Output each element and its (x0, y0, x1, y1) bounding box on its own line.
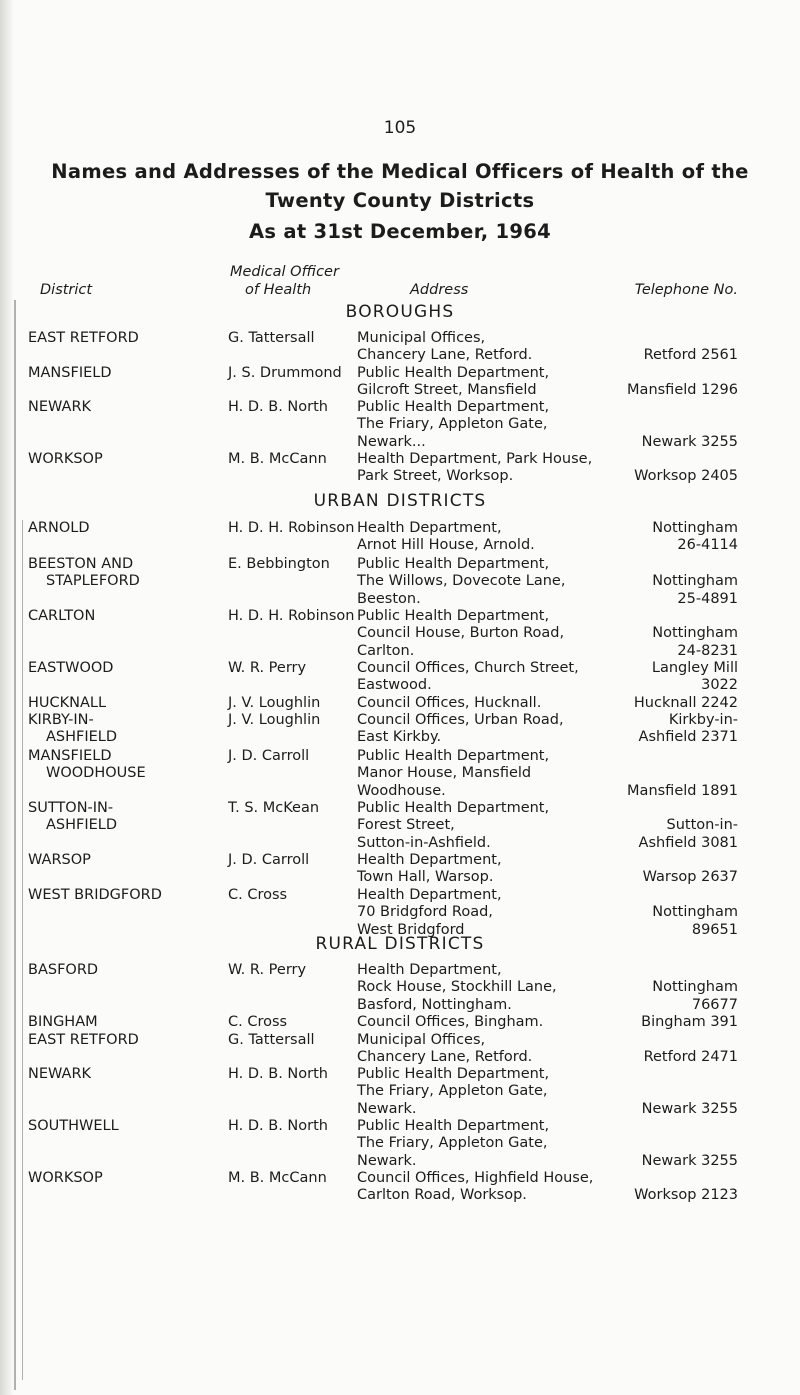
officer-cell (228, 887, 287, 904)
district-cell-line: STAPLEFORD (46, 573, 140, 590)
address-cell-line: Public Health Department, (357, 399, 550, 415)
officer-cell-line: G. Tattersall (228, 330, 315, 346)
address-cell-line: The Willows, Dovecote Lane, (357, 573, 566, 590)
district-cell-line: ARNOLD (28, 520, 90, 536)
district-cell (28, 962, 98, 979)
address-cell (357, 1066, 549, 1118)
address-cell (357, 852, 502, 887)
telephone-cell-line: Nottingham (652, 520, 738, 536)
page-edge-line (14, 300, 16, 1390)
telephone-cell-line: Mansfield 1891 (627, 782, 738, 799)
district-cell-line: BASFORD (28, 962, 99, 978)
telephone-cell (634, 451, 738, 486)
telephone-cell (643, 852, 738, 887)
medical-officer-column-header: Medical Officer (230, 264, 339, 280)
telephone-cell-line: 24-8231 (677, 642, 738, 659)
telephone-cell-line (642, 416, 738, 433)
address-cell-line: East Kirkby. (357, 729, 442, 746)
telephone-cell-line: Nottingham (652, 904, 738, 921)
address-cell-line: Sutton-in-Ashfield. (357, 834, 491, 851)
district-cell (28, 365, 112, 382)
telephone-cell-line (652, 887, 738, 904)
officer-cell (228, 852, 309, 869)
telephone-cell-line: Sutton-in- (666, 817, 738, 834)
district-cell-line: WORKSOP (28, 451, 103, 467)
address-cell-line: Health Department, (357, 520, 502, 536)
telephone-cell-line: Langley Mill (651, 660, 738, 676)
telephone-cell-line (642, 1083, 738, 1100)
telephone-cell-line (644, 1032, 738, 1049)
telephone-cell (642, 1118, 738, 1170)
address-cell-line: Newark... (357, 433, 426, 450)
telephone-cell-line: Retford 2561 (643, 347, 738, 364)
page-title-line-1: Names and Addresses of the Medical Officers of Health of the (51, 160, 749, 183)
address-cell-line: Forest Street, (357, 817, 455, 834)
telephone-cell (627, 748, 738, 800)
address-cell (357, 330, 532, 365)
address-cell (357, 660, 579, 695)
district-cell (28, 748, 146, 783)
page-title-line-3: As at 31st December, 1964 (248, 220, 552, 243)
officer-cell (228, 748, 309, 765)
telephone-cell-line: Kirkby-in- (668, 712, 738, 728)
district-cell-line: WARSOP (28, 852, 91, 868)
address-cell-line: The Friary, Appleton Gate, (357, 1135, 548, 1152)
district-cell (28, 852, 91, 869)
address-cell (357, 1170, 593, 1205)
officer-cell (228, 800, 319, 817)
telephone-cell-line (644, 330, 738, 347)
district-cell (28, 1066, 91, 1083)
officer-cell-line: G. Tattersall (228, 1032, 315, 1048)
address-cell-line: Beeston. (357, 590, 421, 607)
telephone-cell-line (634, 451, 738, 468)
officer-cell-line: J. V. Loughlin (228, 712, 321, 728)
telephone-cell-line (652, 962, 738, 979)
officer-cell-line: H. D. H. Robinson (228, 520, 355, 536)
telephone-cell-line: Ashfield 3081 (638, 834, 738, 851)
officer-cell-line: J. D. Carroll (228, 748, 310, 764)
page-title-line-2: Twenty County Districts (265, 189, 535, 212)
telephone-cell-line (642, 1135, 738, 1152)
district-cell-line: WEST BRIDGFORD (28, 887, 162, 903)
telephone-cell-line: 25-4891 (677, 590, 738, 607)
address-cell-line: Public Health Department, (357, 748, 550, 764)
address-cell-line: Chancery Lane, Retford. (357, 1049, 533, 1066)
medical-officer-column-header-line-2: of Health (245, 282, 312, 298)
address-cell-line: Public Health Department, (357, 556, 550, 572)
officer-cell-line: E. Bebbington (228, 556, 330, 572)
address-cell-line: Municipal Offices, (357, 1032, 486, 1048)
officer-cell (228, 1032, 315, 1049)
district-cell-line: MANSFIELD (28, 748, 112, 764)
district-cell-line: WORKSOP (28, 1170, 103, 1186)
telephone-cell (652, 887, 738, 939)
address-cell-line: Health Department, (357, 962, 502, 978)
address-cell (357, 365, 549, 400)
district-cell (28, 1014, 98, 1031)
officer-cell (228, 695, 320, 712)
telephone-cell-line (627, 365, 738, 382)
address-cell-line: 70 Bridgford Road, (357, 904, 493, 921)
district-cell (28, 556, 140, 591)
telephone-cell (644, 330, 738, 365)
district-cell (28, 608, 95, 625)
address-cell (357, 962, 557, 1014)
telephone-cell-line (652, 608, 738, 625)
address-cell (357, 399, 549, 451)
telephone-cell (634, 695, 738, 712)
telephone-cell-line (634, 1170, 738, 1187)
address-cell-line: Arnot Hill House, Arnold. (357, 537, 535, 554)
address-cell-line: Municipal Offices, (357, 330, 486, 346)
telephone-cell-line (642, 1066, 738, 1083)
address-cell-line: Carlton Road, Worksop. (357, 1187, 527, 1204)
officer-cell-line: H. D. B. North (228, 399, 328, 415)
officer-cell-line: W. R. Perry (228, 962, 307, 978)
section-heading-boroughs: BOROUGHS (345, 302, 455, 322)
address-cell (357, 608, 564, 660)
address-cell-line: Public Health Department, (357, 800, 550, 816)
district-cell-line: SOUTHWELL (28, 1118, 119, 1134)
telephone-cell-line (642, 1118, 738, 1135)
officer-cell (228, 451, 327, 468)
address-cell-line: Council Offices, Hucknall. (357, 695, 542, 711)
telephone-cell-line: 76677 (691, 996, 738, 1013)
address-cell-line: The Friary, Appleton Gate, (357, 416, 548, 433)
telephone-cell-line (639, 800, 738, 817)
telephone-cell-line: Worksop 2405 (634, 468, 738, 485)
address-cell-line: Chancery Lane, Retford. (357, 347, 533, 364)
address-cell-line: Public Health Department, (357, 608, 550, 624)
telephone-cell-line (652, 556, 738, 573)
telephone-cell-line: Nottingham (652, 573, 738, 590)
address-cell-line: Newark. (357, 1100, 417, 1117)
officer-cell-line: H. D. B. North (228, 1118, 328, 1134)
address-cell (357, 1118, 549, 1170)
district-cell-line: NEWARK (28, 1066, 92, 1082)
address-cell-line: Public Health Department, (357, 1066, 550, 1082)
telephone-cell (627, 365, 738, 400)
address-cell-line: Health Department, (357, 852, 502, 868)
telephone-cell-line: 26-4114 (677, 537, 738, 554)
officer-cell (228, 399, 328, 416)
address-cell-line: Park Street, Worksop. (357, 468, 514, 485)
telephone-cell-line: 89651 (691, 921, 738, 938)
district-cell (28, 887, 162, 904)
address-cell-line: Town Hall, Warsop. (357, 869, 494, 886)
officer-cell-line: J. V. Loughlin (228, 695, 321, 711)
district-cell (28, 1170, 103, 1187)
address-cell-line: Newark. (357, 1152, 417, 1169)
officer-cell (228, 1170, 327, 1187)
district-cell-line: ASHFIELD (46, 817, 118, 834)
telephone-cell-line (627, 765, 738, 782)
district-cell-line: EAST RETFORD (28, 330, 139, 346)
telephone-cell-line: Nottingham (652, 979, 738, 996)
district-cell (28, 520, 90, 537)
address-cell (357, 451, 592, 486)
telephone-cell (644, 1032, 738, 1067)
address-cell (357, 556, 565, 608)
address-cell (357, 1014, 543, 1031)
address-cell-line: West Bridgford (357, 921, 465, 938)
officer-cell-line: M. B. McCann (228, 1170, 327, 1186)
address-cell (357, 520, 535, 555)
address-cell-line: Eastwood. (357, 677, 432, 694)
district-cell-line: BINGHAM (28, 1014, 98, 1030)
district-cell (28, 712, 117, 747)
address-cell-line: Council Offices, Bingham. (357, 1014, 544, 1030)
officer-cell-line: C. Cross (228, 887, 288, 903)
address-cell-line: Council Offices, Church Street, (357, 660, 579, 676)
telephone-cell-line: Hucknall 2242 (633, 695, 738, 711)
telephone-cell (652, 608, 738, 660)
telephone-cell-line (642, 399, 738, 416)
officer-cell-line: H. D. H. Robinson (228, 608, 355, 624)
section-heading-urban-districts: URBAN DISTRICTS (313, 491, 487, 511)
district-cell-line: KIRBY-IN- (28, 712, 94, 728)
district-cell-line: ASHFIELD (46, 729, 118, 746)
officer-cell (228, 330, 315, 347)
address-cell-line: Manor House, Mansfield (357, 765, 532, 782)
telephone-cell-line: Retford 2471 (643, 1049, 738, 1066)
district-cell-line: NEWARK (28, 399, 92, 415)
address-cell-line: Council Offices, Highfield House, (357, 1170, 594, 1186)
officer-cell-line: C. Cross (228, 1014, 288, 1030)
telephone-cell-line: Nottingham (652, 625, 738, 642)
address-cell-line: Health Department, Park House, (357, 451, 593, 467)
address-cell (357, 695, 541, 712)
officer-cell (228, 1118, 328, 1135)
address-cell (357, 712, 564, 747)
telephone-cell-line: Bingham 391 (641, 1014, 738, 1030)
district-cell (28, 800, 117, 835)
district-cell (28, 330, 139, 347)
officer-cell-line: H. D. B. North (228, 1066, 328, 1082)
telephone-cell (652, 660, 738, 695)
telephone-cell (642, 399, 738, 451)
address-cell-line: Council House, Burton Road, (357, 625, 565, 642)
district-cell-line: CARLTON (28, 608, 96, 624)
address-cell-line: Carlton. (357, 642, 415, 659)
district-cell-line: WOODHOUSE (46, 765, 146, 782)
telephone-cell (639, 800, 738, 852)
district-cell-line: SUTTON-IN- (28, 800, 114, 816)
officer-cell-line: W. R. Perry (228, 660, 307, 676)
telephone-cell-line: Newark 3255 (641, 433, 738, 450)
telephone-cell (652, 962, 738, 1014)
address-cell (357, 887, 502, 939)
telephone-cell (641, 1014, 738, 1031)
address-cell (357, 800, 549, 852)
district-cell-line: BEESTON AND (28, 556, 134, 572)
address-cell-line: Gilcroft Street, Mansfield (357, 382, 537, 399)
officer-cell (228, 365, 342, 382)
telephone-cell-line (627, 748, 738, 765)
address-cell (357, 1032, 532, 1067)
officer-cell-line: J. D. Carroll (228, 852, 310, 868)
officer-cell (228, 660, 306, 677)
address-cell-line: Rock House, Stockhill Lane, (357, 979, 557, 996)
address-cell-line: The Friary, Appleton Gate, (357, 1083, 548, 1100)
telephone-cell (652, 520, 738, 555)
telephone-column-header: Telephone No. (634, 282, 738, 298)
telephone-cell-line (643, 852, 738, 869)
telephone-cell (634, 1170, 738, 1205)
telephone-cell-line: Warsop 2637 (642, 869, 738, 886)
officer-cell (228, 608, 354, 625)
officer-cell (228, 1014, 287, 1031)
address-cell-line: Public Health Department, (357, 1118, 550, 1134)
officer-cell-line: J. S. Drummond (228, 365, 342, 381)
address-cell (357, 748, 549, 800)
officer-cell (228, 556, 330, 573)
telephone-cell-line: Newark 3255 (641, 1100, 738, 1117)
address-column-header: Address (410, 282, 469, 298)
address-cell-line: Woodhouse. (357, 782, 446, 799)
telephone-cell (639, 712, 738, 747)
district-cell (28, 660, 113, 677)
district-cell-line: HUCKNALL (28, 695, 107, 711)
officer-cell-line: M. B. McCann (228, 451, 327, 467)
telephone-cell-line: Ashfield 2371 (638, 729, 738, 746)
address-cell-line: Health Department, (357, 887, 502, 903)
officer-cell (228, 520, 354, 537)
district-cell (28, 1118, 119, 1135)
district-cell-line: MANSFIELD (28, 365, 112, 381)
officer-cell (228, 962, 306, 979)
telephone-cell (642, 1066, 738, 1118)
section-heading-rural-districts: RURAL DISTRICTS (315, 934, 485, 954)
telephone-cell-line: Mansfield 1296 (627, 382, 738, 399)
address-cell-line: Council Offices, Urban Road, (357, 712, 564, 728)
telephone-cell-line: 3022 (701, 677, 738, 694)
address-cell-line: Basford, Nottingham. (357, 996, 512, 1013)
district-cell (28, 399, 91, 416)
district-cell-line: EASTWOOD (28, 660, 114, 676)
telephone-cell-line: Worksop 2123 (634, 1187, 738, 1204)
district-cell (28, 1032, 139, 1049)
district-cell (28, 695, 106, 712)
officer-cell (228, 1066, 328, 1083)
telephone-cell-line: Newark 3255 (641, 1152, 738, 1169)
officer-cell-line: T. S. McKean (228, 800, 320, 816)
page-number: 105 (383, 118, 417, 138)
district-cell (28, 451, 103, 468)
district-cell-line: EAST RETFORD (28, 1032, 139, 1048)
telephone-cell (652, 556, 738, 608)
address-cell-line: Public Health Department, (357, 365, 550, 381)
district-column-header: District (40, 282, 93, 298)
officer-cell (228, 712, 320, 729)
